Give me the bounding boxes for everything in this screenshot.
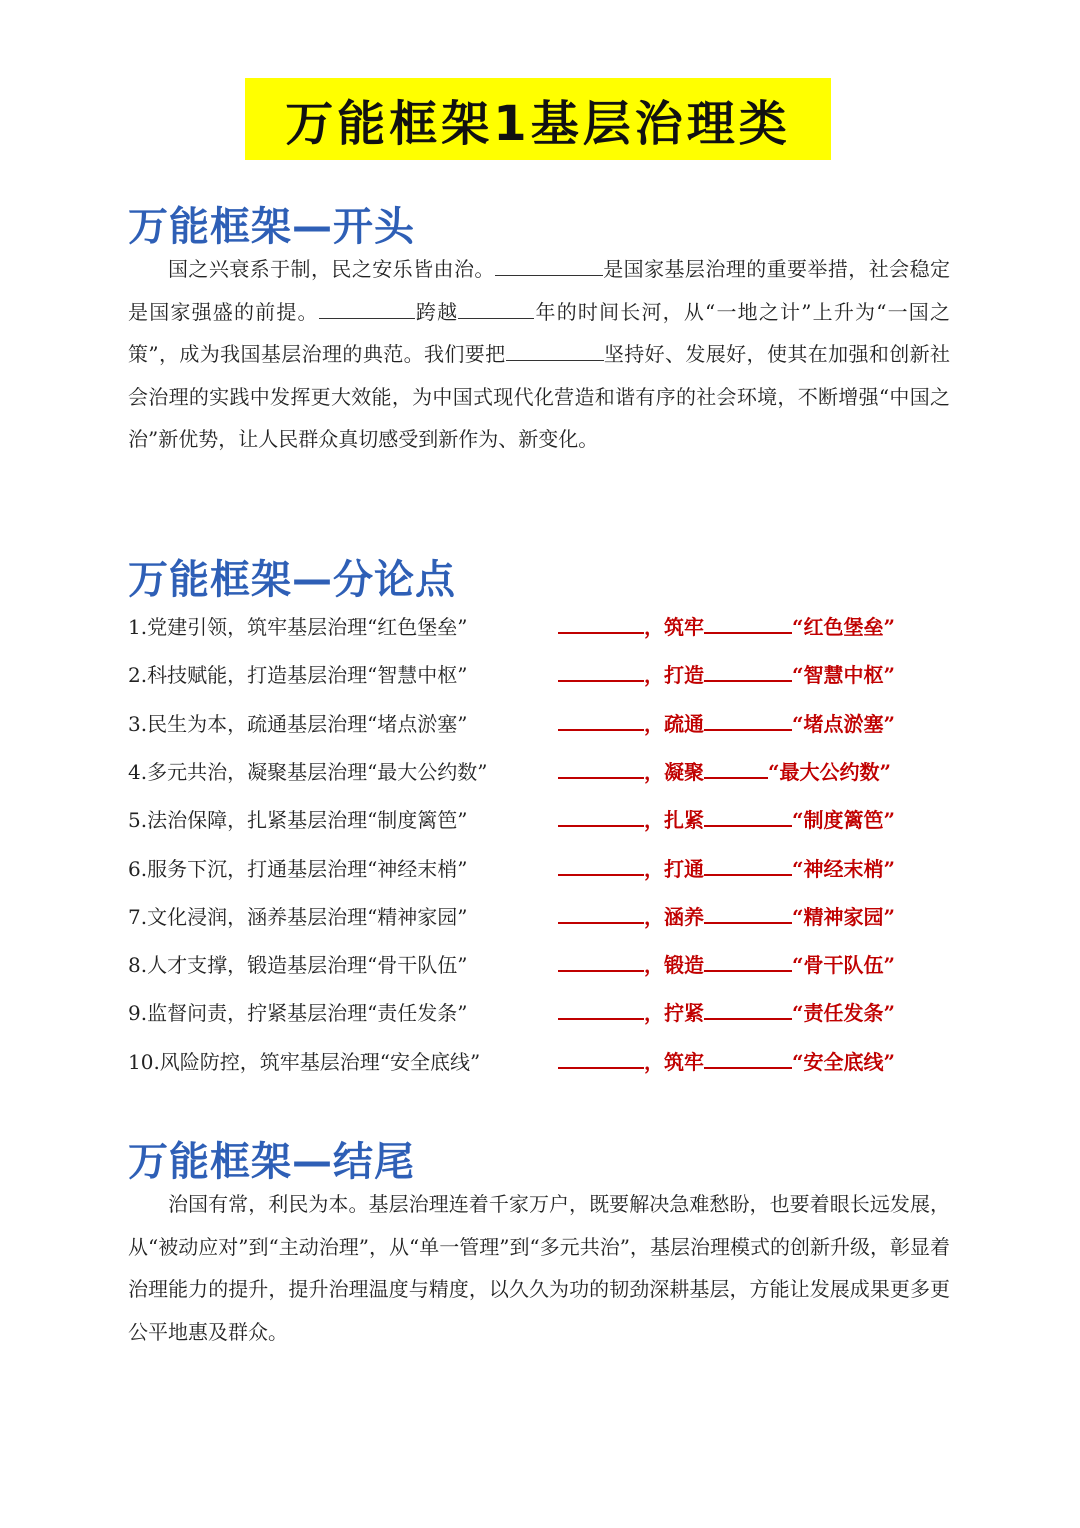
blank [704,1047,792,1069]
blank [558,805,644,827]
point-item [128,853,948,883]
blank [558,854,644,876]
point-item [128,997,948,1027]
point-text: 2.科技赋能，打造基层治理“智慧中枢” [128,663,468,688]
blank [495,255,603,276]
comma: ， [644,1049,664,1074]
point-template [558,659,895,688]
comma: ， [644,759,664,784]
point-target: “责任发条” [792,1001,896,1026]
comma: ， [644,904,664,929]
point-template [558,804,895,833]
point-target: “神经末梢” [792,856,896,881]
point-target: “骨干队伍” [792,953,896,978]
point-verb: 打造 [664,663,704,688]
point-text: 10.风险防控，筑牢基层治理“安全底线” [128,1049,481,1074]
point-text: 5.法治保障，扎紧基层治理“制度篱笆” [128,808,468,833]
ending-heading: 万能框架—结尾 [128,1139,415,1185]
point-target: “红色堡垒” [792,615,896,639]
point-target: “最大公约数” [768,759,892,784]
blank [704,998,792,1020]
comma: ， [644,808,664,833]
point-verb: 凝聚 [664,759,704,784]
blank [558,998,644,1020]
point-item [128,949,948,979]
point-verb: 涵养 [664,904,704,929]
point-text: 7.文化浸润，涵养基层治理“精神家园” [128,904,468,929]
blank [704,709,792,731]
point-text: 3.民生为本，疏通基层治理“堵点淤塞” [128,711,468,736]
point-verb: 打通 [664,856,704,881]
point-verb: 拧紧 [664,1001,704,1026]
blank [558,902,644,924]
blank [558,950,644,972]
blank [558,612,644,634]
point-template [558,1046,895,1075]
blank [704,660,792,682]
blank [506,340,604,361]
ending-paragraph: 治国有常，利民为本。基层治理连着千家万户，既要解决急难愁盼，也要着眼长远发展，从“被动应对”到“主动治理”，从“单一管理”到“多元共治”，基层治理模式的创新升级，彰显着治理能力的提升，提升治理温度与精度，以久久为功的韧劲深耕基层，方能让发展成果更多更公平地惠及群众。 [128,1192,950,1344]
blank [558,1047,644,1069]
point-verb: 筑牢 [664,1049,704,1074]
point-text: 1.党建引领，筑牢基层治理“红色堡垒” [128,615,468,639]
comma: ， [644,615,664,639]
point-text: 4.多元共治，凝聚基层治理“最大公约数” [128,759,488,784]
blank [704,805,792,827]
points-heading: 万能框架—分论点 [128,557,456,603]
point-target: “堵点淤塞” [792,711,896,736]
point-verb: 扎紧 [664,808,704,833]
point-item [128,659,948,689]
blank [558,660,644,682]
point-verb: 疏通 [664,711,704,736]
point-text: 8.人才支撑，锻造基层治理“骨干队伍” [128,953,468,978]
main-title [245,78,831,160]
blank [558,709,644,731]
point-verb: 筑牢 [664,615,704,639]
opening-paragraph: 国之兴衰系于制，民之安乐皆由治。 是国家基层治理的重要举措，社会稳定是国家强盛的前提。 跨越 年的时间长河，从“一地之计”上升为“一国之策”，成为我国基层治理的典范。我们要把 坚持好、发展好，使其在加强和创新社会治理的实践中发挥更大效能，为中国式现代化营造和谐有序的社会环境，不断增强“中国之治”新优势，让人民群众真切感受到新作为、新变化。 [128,257,951,451]
point-template [558,708,895,737]
point-verb: 锻造 [664,953,704,978]
point-text: 6.服务下沉，打通基层治理“神经末梢” [128,856,468,881]
blank [558,757,644,779]
point-text: 9.监督问责，拧紧基层治理“责任发条” [128,1001,468,1026]
comma: ， [644,711,664,736]
comma: ， [644,953,664,978]
opening-heading: 万能框架—开头 [128,204,415,250]
point-item [128,1046,948,1076]
blank [319,298,415,319]
comma: ， [644,663,664,688]
point-item [128,611,948,641]
main-title-right: 基层治理类 [530,95,791,152]
blank [704,612,792,634]
comma: ， [644,856,664,881]
blank [704,902,792,924]
blank [704,757,768,779]
point-item [128,804,948,834]
blank [704,950,792,972]
point-target: “制度篱笆” [792,808,896,833]
point-template [558,949,895,978]
comma: ， [644,1001,664,1026]
point-item [128,708,948,738]
point-item [128,756,948,786]
point-target: “安全底线” [792,1049,896,1074]
point-template [558,756,891,785]
point-template [558,901,895,930]
blank [458,298,534,319]
main-title-left: 万能框架1 [285,95,531,152]
point-template [558,611,895,640]
blank [704,854,792,876]
point-template [558,997,895,1026]
point-item [128,901,948,931]
point-target: “精神家园” [792,904,896,929]
point-template [558,853,895,882]
point-target: “智慧中枢” [792,663,896,688]
